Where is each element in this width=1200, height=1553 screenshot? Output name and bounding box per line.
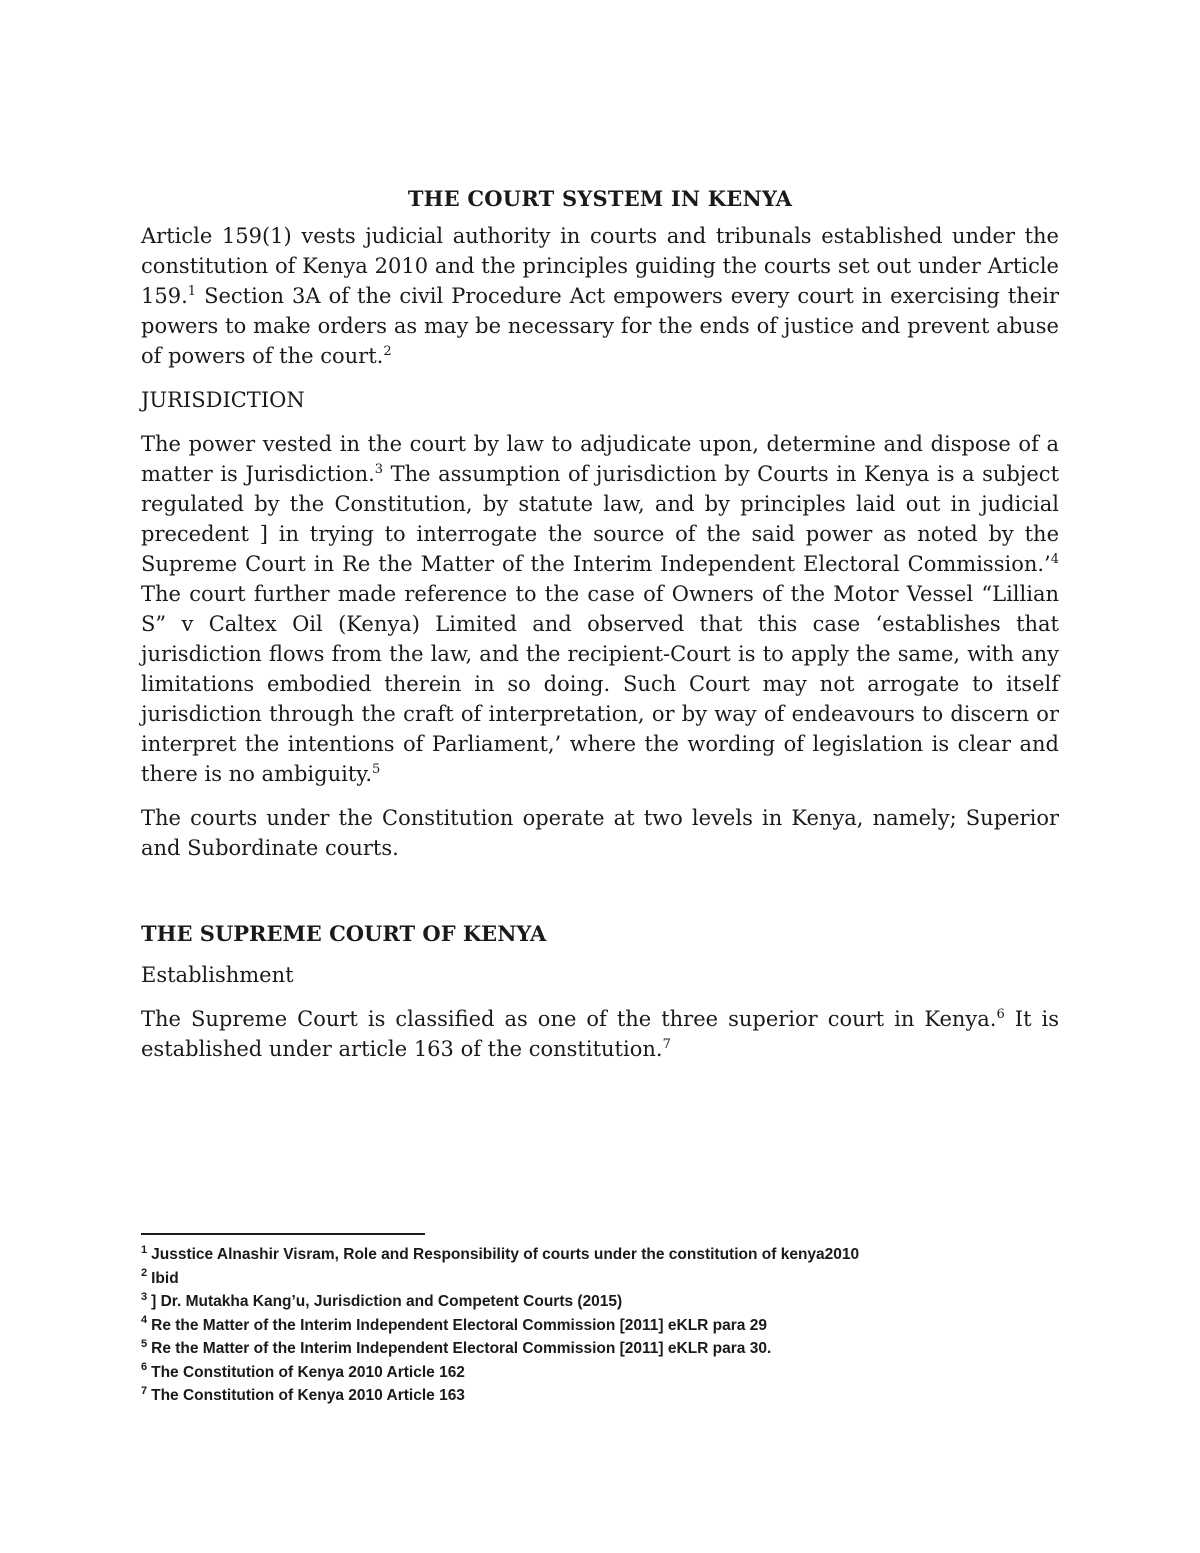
- footnote-ref-5[interactable]: 5: [372, 762, 381, 777]
- footnote-item: [141, 1267, 1059, 1291]
- establishment-subheading: Establishment: [141, 963, 294, 987]
- footnote-separator: [141, 1233, 425, 1235]
- footnote-number: 6: [141, 1361, 148, 1374]
- supreme-court-paragraph: [141, 1004, 1059, 1064]
- supreme-text-1: The Supreme Court is classified as one of the three superior court in Kenya.: [141, 1007, 997, 1031]
- footnote-ref-7[interactable]: 7: [662, 1037, 671, 1052]
- footnote-ref-3[interactable]: 3: [374, 462, 384, 477]
- document-body: [141, 186, 1059, 1078]
- footnote-item: [141, 1337, 1059, 1361]
- footnote-text: Re the Matter of the Interim Independent Electoral Commission [2011] eKLR para 30.: [151, 1340, 772, 1357]
- footnote-number: 2: [141, 1267, 148, 1280]
- footnote-number: 1: [141, 1243, 148, 1256]
- jurisdiction-heading: JURISDICTION: [141, 388, 305, 412]
- footnote-text: Re the Matter of the Interim Independent Electoral Commission [2011] eKLR para 29: [151, 1316, 767, 1334]
- intro-text-1: Article 159(1) vests judicial authority in courts and tribunals established under the constitution of Kenya 2010 and the principles guiding the courts set out under Article 159.: [141, 224, 1059, 308]
- footnote-ref-4[interactable]: 4: [1050, 552, 1059, 567]
- court-levels-paragraph: The courts under the Constitution operate at two levels in Kenya, namely; Superior and Subordinate courts.: [141, 806, 1059, 860]
- footnote-number: 5: [141, 1337, 148, 1350]
- footnote-item: [141, 1290, 1059, 1314]
- jurisdiction-paragraph: [141, 429, 1059, 789]
- footnote-number: 4: [141, 1314, 148, 1327]
- footnote-ref-2[interactable]: 2: [383, 344, 392, 359]
- footnote-number: 7: [141, 1384, 148, 1397]
- footnote-text: The Constitution of Kenya 2010 Article 162: [151, 1363, 465, 1381]
- footnotes-section: [141, 1233, 1059, 1408]
- intro-text-2: Section 3A of the civil Procedure Act empowers every court in exercising their powers to make orders as may be necessary for the ends of justice and prevent abuse of powers of the court.: [141, 284, 1059, 368]
- footnote-text: Ibid: [151, 1269, 179, 1287]
- footnote-text: The Constitution of Kenya 2010 Article 163: [151, 1387, 465, 1404]
- footnote-ref-1[interactable]: 1: [187, 284, 197, 299]
- jurisdiction-text-3: The court further made reference to the case of Owners of the Motor Vessel “Lillian S” v Caltex Oil (Kenya) Limited and observed that this case ‘establishes that jurisdiction flows from the law, and the recipient-Court is to apply the same, with any limitations embodied therein in so doing. Such Court may not arrogate to itself jurisdiction through the craft of interpretation, or by way of endeavours to discern or interpret the intentions of Parliament,’ where the wording of legislation is clear and there is no ambiguity.: [141, 582, 1059, 786]
- footnote-text: Jusstice Alnashir Visram, Role and Responsibility of courts under the constitution of kenya2010: [151, 1246, 860, 1263]
- footnote-item: [141, 1361, 1059, 1385]
- footnote-item: [141, 1384, 1059, 1408]
- footnote-text: ] Dr. Mutakha Kang’u, Jurisdiction and Competent Courts (2015): [151, 1293, 623, 1310]
- intro-paragraph: [141, 221, 1059, 371]
- document-title: THE COURT SYSTEM IN KENYA: [407, 186, 793, 211]
- jurisdiction-text-1: The power vested in the court by law to adjudicate upon, determine and dispose of a matter is Jurisdiction.: [141, 432, 1059, 486]
- supreme-text-2: It is established under article 163 of the constitution.: [141, 1007, 1060, 1061]
- jurisdiction-text-2: The assumption of jurisdiction by Courts in Kenya is a subject regulated by the Constitution, by statute law, and by principles laid out in judicial precedent ] in trying to interrogate the source of the said power as noted by the Supreme Court in Re the Matter of the Interim Independent Electoral Commission.’: [141, 462, 1060, 576]
- footnote-item: [141, 1243, 1059, 1267]
- footnote-item: [141, 1314, 1059, 1338]
- footnote-ref-6[interactable]: 6: [996, 1007, 1005, 1022]
- footnote-number: 3: [141, 1290, 148, 1303]
- supreme-court-heading: THE SUPREME COURT OF KENYA: [141, 921, 547, 946]
